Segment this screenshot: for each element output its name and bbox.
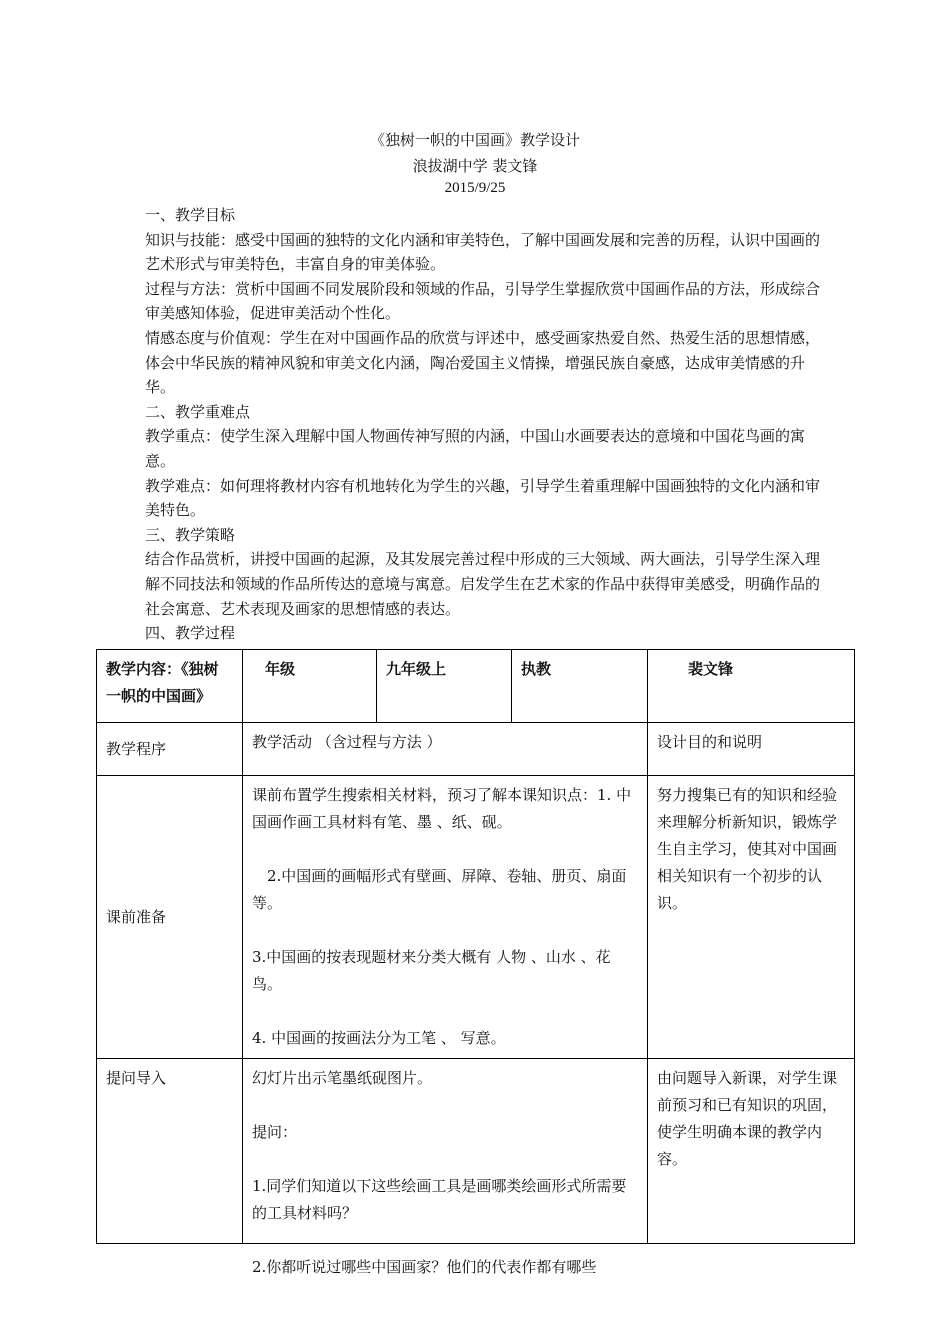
grade-label-cell: 年级 bbox=[243, 650, 377, 723]
section-heading-objectives: 一、教学目标 bbox=[145, 206, 236, 224]
table-row bbox=[97, 650, 855, 723]
intro-item-2: 提问： bbox=[252, 1123, 298, 1141]
grade-value-cell: 九年级上 bbox=[377, 650, 512, 723]
lesson-table bbox=[96, 649, 855, 1276]
prep-item-1: 课前布置学生搜索相关材料，预习了解本课知识点：1. 中国画作画工具材料有笔、墨 、纸、砚。 bbox=[252, 786, 632, 831]
strategy-text: 结合作品赏析，讲授中国画的起源，及其发展完善过程中形成的三大领域、两大画法，引导学生深入理解不同技法和领域的作品所传达的意境与寓意。启发学生在艺术家的作品中获得审美感受，明确作品的社会寓意、艺术表现及画家的思想情感的表达。 bbox=[145, 550, 821, 618]
difficult-point: 教学难点：如何理将教材内容有机地转化为学生的兴趣，引导学生着重理解中国画独特的文化内涵和审美特色。 bbox=[145, 476, 821, 520]
prep-item-3: 3.中国画的按表现题材来分类大概有 人物 、山水 、花鸟。 bbox=[252, 948, 611, 993]
stage-intro-cell: 提问导入 bbox=[97, 1059, 243, 1244]
intro-activity-cell bbox=[243, 1059, 648, 1276]
objective-knowledge: 知识与技能：感受中国画的独特的文化内涵和审美特色，了解中国画发展和完善的历程，认识中国画的艺术形式与审美特色，丰富自身的审美体验。 bbox=[145, 230, 821, 274]
key-point: 教学重点：使学生深入理解中国人物画传神写照的内涵，中国山水画要表达的意境和中国花鸟画的寓意。 bbox=[145, 427, 806, 470]
procedure-header-cell: 教学程序 bbox=[97, 723, 243, 776]
teacher-value-cell: 裴文锋 bbox=[648, 650, 855, 723]
objective-process: 过程与方法：赏析中国画不同发展阶段和领域的作品，引导学生掌握欣赏中国画作品的方法，形成综合审美感知体验，促进审美活动个性化。 bbox=[145, 279, 821, 323]
table-row bbox=[97, 776, 855, 1059]
activity-header-cell: 教学活动 （含过程与方法 ） bbox=[243, 723, 648, 776]
section-heading-strategy: 三、教学策略 bbox=[145, 525, 236, 544]
section-heading-key-points: 二、教学重难点 bbox=[145, 402, 251, 421]
stage-prep-cell: 课前准备 bbox=[97, 776, 243, 1059]
prep-item-4: 4. 中国画的按画法分为工笔 、 写意。 bbox=[252, 1029, 506, 1047]
section-heading-process: 四、教学过程 bbox=[145, 624, 236, 643]
intro-item-1: 幻灯片出示笔墨纸砚图片。 bbox=[252, 1069, 433, 1087]
author-line: 浪拔湖中学 裴文锋 bbox=[412, 157, 538, 175]
content-label-cell: 教学内容：《独树一帜的中国画》 bbox=[97, 650, 243, 723]
table-row bbox=[97, 1059, 855, 1244]
teacher-label-cell: 执教 bbox=[512, 650, 648, 723]
prep-activity-cell bbox=[243, 776, 648, 1059]
document-title: 《独树一帜的中国画》教学设计 bbox=[369, 131, 580, 149]
document-date: 2015/9/25 bbox=[444, 180, 506, 196]
objective-attitude: 情感态度与价值观：学生在对中国画作品的欣赏与评述中，感受画家热爱自然、热爱生活的思想情感，体会中华民族的精神风貌和审美文化内涵，陶冶爱国主义情操，增强民族自豪感，达成审美情感的升华。 bbox=[145, 328, 821, 397]
document-body bbox=[145, 203, 825, 646]
intro-item-4: 2.你都听说过哪些中国画家？他们的代表作都有哪些 bbox=[252, 1258, 597, 1276]
table-row bbox=[97, 723, 855, 776]
purpose-header-cell: 设计目的和说明 bbox=[648, 723, 855, 776]
intro-item-3: 1.同学们知道以下这些绘画工具是画哪类绘画形式所需要的工具材料吗？ bbox=[252, 1177, 627, 1222]
prep-purpose-cell: 努力搜集已有的知识和经验来理解分析新知识，锻炼学生自主学习，使其对中国画相关知识有一个初步的认识。 bbox=[648, 776, 855, 1059]
prep-item-2: 2.中国画的画幅形式有壁画、屏障、卷轴、册页、扇面 等。 bbox=[252, 867, 627, 912]
intro-purpose-cell: 由问题导入新课，对学生课前预习和已有知识的巩固，使学生明确本课的教学内容。 bbox=[648, 1059, 855, 1244]
